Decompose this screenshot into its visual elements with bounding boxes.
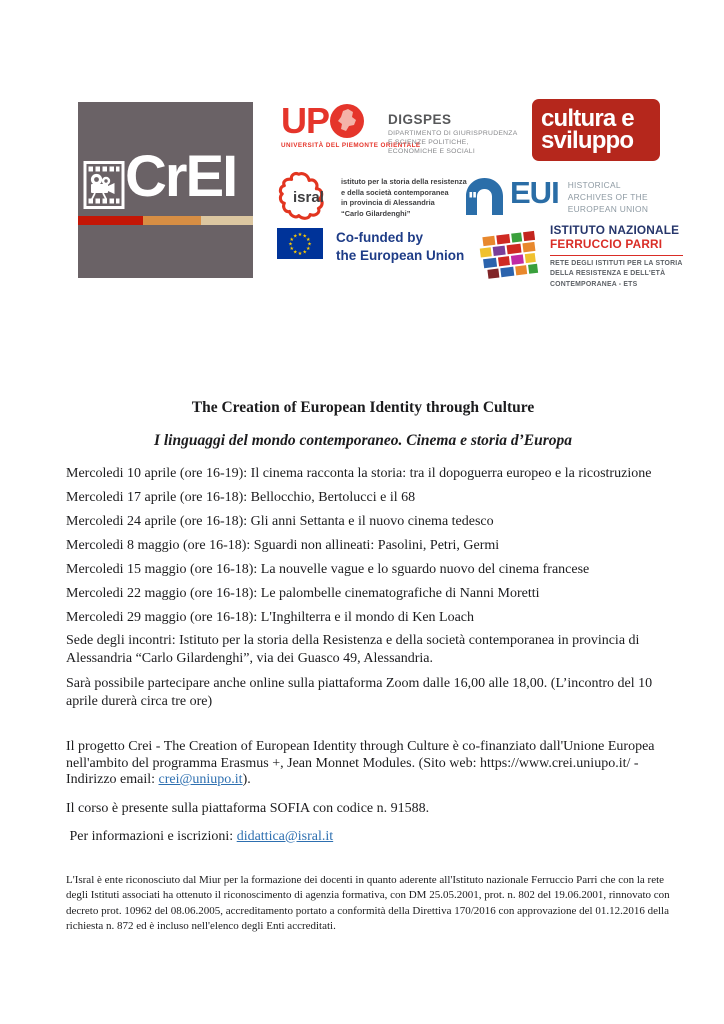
svg-text:★: ★ [292, 233, 298, 240]
crei-email-link[interactable]: crei@uniupo.it [158, 772, 243, 787]
parri-desc-line: CONTEMPORANEA - ETS [550, 280, 638, 288]
schedule-item: Mercoledi 10 aprile (ore 16-19): Il cinema racconta la storia: tra il dopoguerra europeo e la ricostruzione [66, 466, 652, 481]
schedule-item: Mercoledi 15 maggio (ore 16-18): La nouvelle vague e lo sguardo nuovo del cinema francese [66, 562, 590, 577]
course-title: The Creation of European Identity through Culture [191, 399, 535, 416]
online-participation-paragraph: Sarà possibile partecipare anche online sulla piattaforma Zoom dalle 16,00 alle 18,00. (L’incontro del 10 aprile durerà circa tre ore) [66, 676, 653, 709]
schedule-item: Mercoledi 22 maggio (ore 16-18): Le palombelle cinematografiche di Nanni Moretti [66, 586, 540, 601]
isral-desc-line: in provincia di Alessandria [341, 198, 435, 208]
isral-wordmark: isral [293, 189, 324, 206]
schedule-item: Mercoledi 8 maggio (ore 16-18): Sguardi non allineati: Pasolini, Petri, Germi [66, 538, 500, 553]
digspes-desc-line: ECONOMICHE E SOCIALI [388, 148, 475, 156]
info-text: Per informazioni e iscrizioni: [66, 828, 237, 844]
venue-paragraph: Sede degli incontri: Istituto per la storia della Resistenza e della società contemporanea in provincia di Alessandria “Carlo Gilardenghi”, via dei Guasco 49, Alessandria. [66, 633, 640, 666]
crei-wordmark: CrEI [125, 144, 237, 209]
svg-text:★: ★ [297, 232, 303, 238]
flyer-body [66, 0, 670, 935]
eui-desc-line: HISTORICAL [567, 180, 621, 190]
isral-desc-line: e della società contemporanea [341, 187, 449, 197]
parri-desc-line: DELLA RESISTENZA E DELL'ETÀ [550, 270, 666, 278]
project-text-after: ). [242, 772, 251, 787]
isral-email-link[interactable]: didattica@isral.it [236, 828, 334, 844]
isral-desc-line: istituto per la storia della resistenza [341, 177, 467, 186]
eu-cofunded-line: the European Union [336, 247, 465, 263]
upo-letters: UP [281, 100, 330, 141]
svg-text:★: ★ [297, 251, 303, 257]
upo-tagline: UNIVERSITÀ DEL PIEMONTE ORIENTALE [281, 142, 421, 149]
sofia-paragraph: Il corso è presente sulla piattaforma SOFIA con codice n. 91588. [66, 800, 430, 816]
cultura-line1: cultura e [541, 104, 634, 132]
eu-cofunded-line: Co-funded by [336, 230, 423, 245]
cultura-line2: sviluppo [541, 127, 634, 154]
info-paragraph [66, 828, 660, 845]
eui-desc-line: ARCHIVES OF THE [567, 191, 648, 202]
svg-text:★: ★ [305, 246, 311, 253]
eui-desc-line: EUROPEAN UNION [567, 203, 649, 214]
project-text: Il progetto Crei - The Creation of European Identity through Culture è co-finanziato dall'Unione Europea nell'ambito del programma Erasmus +, Jean Monnet Modules. (Sito web: https://www.crei.uniupo.it/ - Indirizzo email: [66, 739, 655, 787]
digspes-desc-line: DIPARTIMENTO DI GIURISPRUDENZA [388, 130, 518, 137]
course-subtitle: I linguaggi del mondo contemporaneo. Cinema e storia d’Europa [153, 432, 573, 449]
digspes-desc-line: E SCIENZE POLITICHE, [388, 139, 469, 147]
svg-text:★: ★ [288, 241, 293, 248]
svg-text:★: ★ [289, 236, 295, 243]
digspes-title: DIGSPES [388, 112, 452, 127]
accreditation-footnote: L'Isral è ente riconosciuto dal Miur per la formazione dei docenti in quanto aderente all'Istituto nazionale Ferruccio Parri che con la rete degli Istituti associati ha ottenuto il riconoscimento di agenzia formativa, con DM 25.05.2001, prot. n. 802 del 19.06.2001, rinnovato con decreto prot. 10962 del 08.06.2005, accreditamento portato a conformità della Direttiva 170/2016 con approvazione del 01.12.2016 della richiesta n. 872 ed è incluso nell'elenco degli Enti accreditati. [66, 873, 670, 932]
svg-text:★: ★ [302, 233, 308, 240]
svg-text:★: ★ [289, 246, 295, 253]
parri-title-line1: ISTITUTO NAZIONALE [550, 223, 680, 237]
svg-text:★: ★ [302, 249, 308, 256]
svg-text:★: ★ [305, 236, 311, 243]
eui-wordmark: EUI [510, 175, 559, 210]
schedule-list [66, 464, 660, 628]
schedule-item: Mercoledi 29 maggio (ore 16-18): L'Inghilterra e il mondo di Ken Loach [66, 610, 475, 625]
svg-text:★: ★ [307, 241, 312, 248]
project-paragraph [66, 739, 660, 789]
schedule-item: Mercoledi 17 aprile (ore 16-18): Bellocchio, Bertolucci e il 68 [66, 490, 416, 505]
parri-title-line2: FERRUCCIO PARRI [550, 237, 663, 251]
isral-desc-line: “Carlo Gilardenghi” [341, 208, 411, 218]
parri-desc-line: RETE DEGLI ISTITUTI PER LA STORIA [550, 260, 683, 267]
schedule-item: Mercoledi 24 aprile (ore 16-18): Gli anni Settanta e il nuovo cinema tedesco [66, 514, 494, 529]
svg-text:★: ★ [292, 249, 298, 256]
